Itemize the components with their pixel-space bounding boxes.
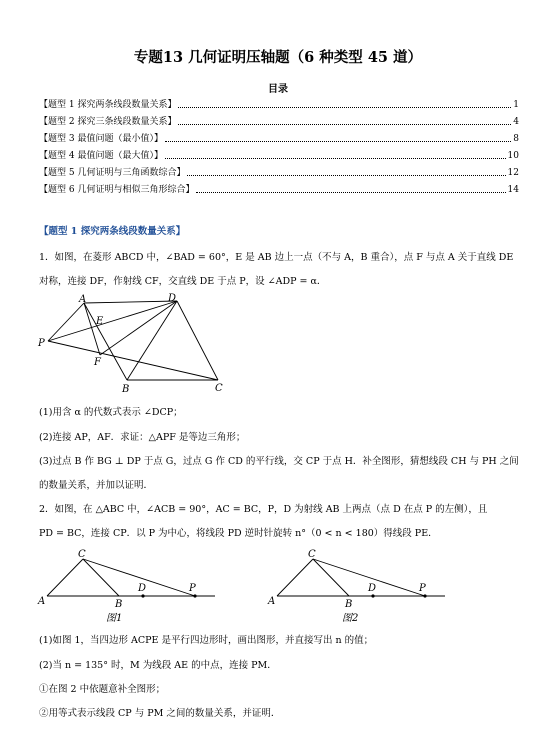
fig2-point-p-dot: [193, 594, 196, 597]
toc-entry-page: 1: [513, 100, 519, 110]
fig1-label-f: F: [94, 357, 101, 368]
toc-entry-label: 【题型 3 最值问题（最小值）】: [39, 134, 163, 144]
fig1-label-d: D: [168, 293, 177, 304]
fig3-label-d: D: [368, 583, 377, 594]
fig2-label-p: P: [189, 583, 196, 594]
q2-sub1: (1)如图 1，当四边形 ACPE 是平行四边形时，画出图形，并直接写出 n 的值；: [39, 635, 374, 646]
fig3-label-a: A: [268, 596, 276, 607]
fig3-point-d-dot: [371, 594, 374, 597]
fig3-label-b: B: [345, 599, 353, 610]
toc-entry-1[interactable]: [39, 97, 519, 110]
fig1-label-c: C: [215, 383, 223, 394]
q2-stem-line2: PD = BC，连接 CP．以 P 为中心，将线段 PD 逆时针旋转 n°（0 < n < 180）得线段 PE．: [39, 528, 438, 539]
document-title: 专题13 几何证明压轴题（6 种类型 45 道）: [133, 49, 423, 66]
q2-sub2-part1: ①在图 2 中依题意补全图形；: [39, 684, 166, 695]
q2-sub2-part2: ②用等式表示线段 CP 与 PM 之间的数量关系，并证明．: [39, 708, 281, 719]
toc-entry-4[interactable]: [39, 148, 519, 161]
toc-entry-6[interactable]: [39, 182, 519, 195]
toc-leader-dots: [178, 123, 511, 125]
toc-leader-dots: [165, 140, 511, 142]
q1-sub2: (2)连接 AP，AF．求证：△APF 是等边三角形；: [39, 432, 246, 443]
toc-entry-3[interactable]: [39, 131, 519, 144]
toc-entry-5[interactable]: [39, 165, 519, 178]
q2-figure-2: [265, 545, 465, 625]
q1-stem-line2: 对称，连接 DF，作射线 CF，交直线 DE 于点 P，设 ∠ADP = α．: [39, 276, 327, 287]
q1-stem-line1: 1．如图，在菱形 ABCD 中，∠BAD = 60°，E 是 AB 边上一点（不与 A，B 重合），点 F 与点 A 关于直线 DE: [39, 252, 514, 263]
q2-sub2: (2)当 n = 135° 时，M 为线段 AE 的中点，连接 PM．: [39, 660, 277, 671]
toc-entry-label: 【题型 4 最值问题（最大值）】: [39, 151, 163, 161]
toc-leader-dots: [196, 191, 505, 193]
section-heading: 【题型 1 探究两条线段数量关系】: [39, 226, 186, 237]
fig1-label-b: B: [122, 384, 130, 395]
toc-entry-page: 4: [513, 117, 519, 127]
toc-entry-page: 14: [507, 185, 519, 195]
figure-2-caption: 图2: [342, 613, 359, 624]
q1-rhombus-figure: [30, 292, 240, 397]
q2-figure-1: [35, 545, 235, 625]
q1-sub3-line1: (3)过点 B 作 BG ⊥ DP 于点 G，过点 G 作 CD 的平行线，交 CP 于点 H．补全图形，猜想线段 CH 与 PH 之间: [39, 456, 519, 467]
toc-leader-dots: [187, 174, 505, 176]
fig2-point-d-dot: [141, 594, 144, 597]
fig1-label-p: P: [38, 338, 45, 349]
fig2-label-c: C: [78, 549, 86, 560]
q1-sub1: (1)用含 α 的代数式表示 ∠DCP；: [39, 407, 183, 418]
toc-leader-dots: [178, 106, 511, 108]
toc-entry-label: 【题型 2 探究三条线段数量关系】: [39, 117, 177, 127]
toc-entry-page: 8: [513, 134, 519, 144]
toc-entry-2[interactable]: [39, 114, 519, 127]
toc-leader-dots: [165, 157, 506, 159]
fig2-label-a: A: [38, 596, 46, 607]
fig2-label-b: B: [115, 599, 123, 610]
fig3-label-p: P: [419, 583, 426, 594]
toc-entry-label: 【题型 1 探究两条线段数量关系】: [39, 100, 177, 110]
toc-entry-page: 12: [507, 168, 519, 178]
toc-heading: 目录: [268, 84, 288, 95]
toc-entry-label: 【题型 6 几何证明与相似三角形综合】: [39, 185, 195, 195]
fig1-label-a: A: [79, 294, 87, 305]
q2-stem-line1: 2．如图，在 △ABC 中，∠ACB = 90°，AC = BC，P，D 为射线 AB 上两点（点 D 在点 P 的左侧），且: [39, 504, 488, 515]
fig1-label-e: E: [96, 316, 104, 327]
q1-sub3-line2: 的数量关系，并加以证明．: [39, 480, 154, 491]
fig3-label-c: C: [308, 549, 316, 560]
fig3-point-p-dot: [423, 594, 426, 597]
figure-1-caption: 图1: [106, 613, 123, 624]
toc-entry-page: 10: [507, 151, 519, 161]
fig2-label-d: D: [138, 583, 147, 594]
toc-entry-label: 【题型 5 几何证明与三角函数综合】: [39, 168, 186, 178]
